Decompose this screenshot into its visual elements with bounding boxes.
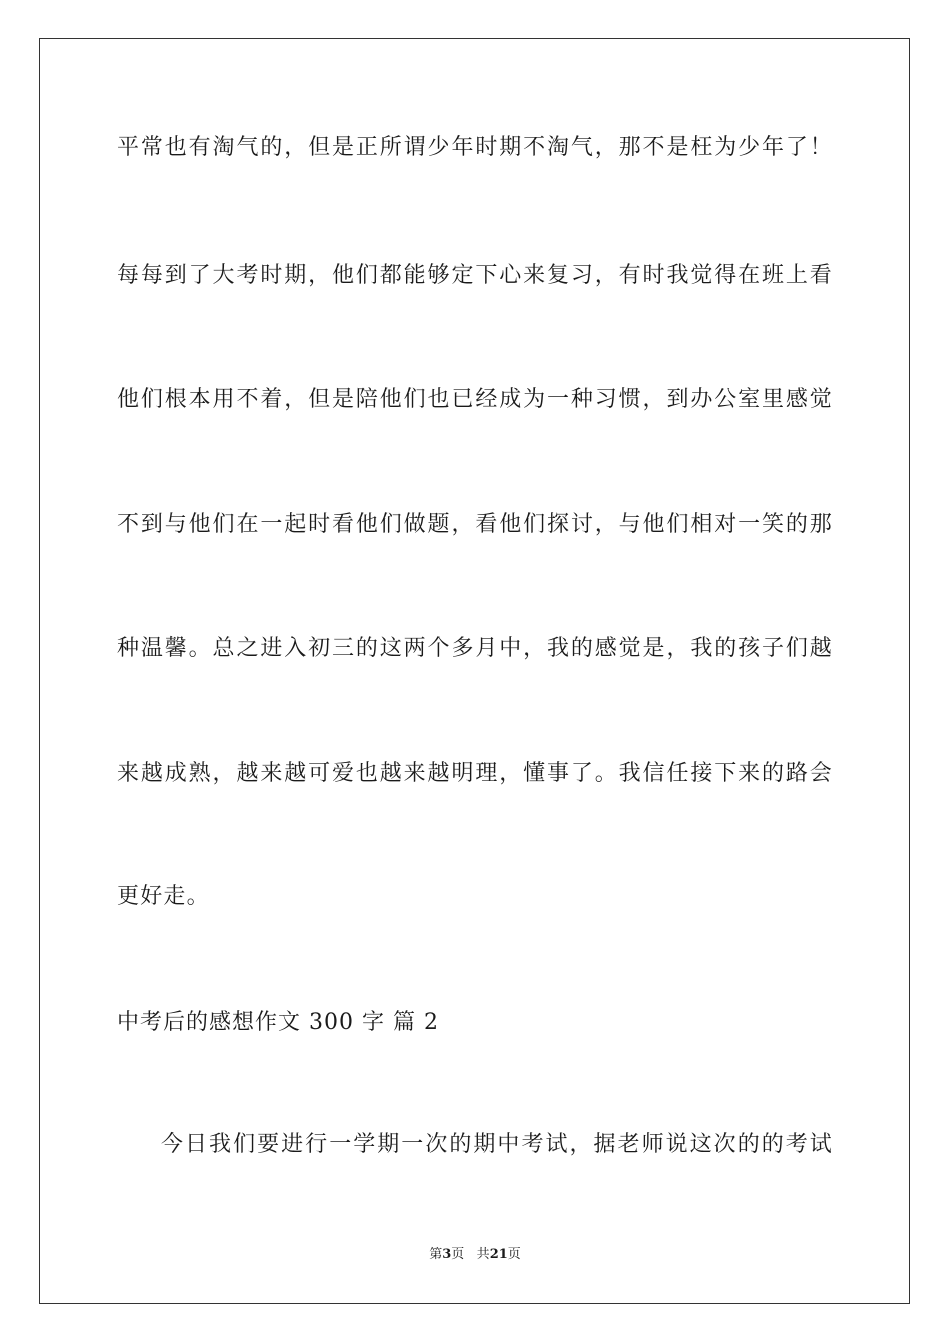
body-text-line-3: 他们根本用不着，但是陪他们也已经成为一种习惯，到办公室里感觉 (117, 387, 833, 412)
body-text-line-7: 更好走。 (117, 884, 210, 909)
page-number: 3 (442, 1247, 452, 1262)
section-heading: 中考后的感想作文 300 字 篇 2 (117, 1010, 439, 1035)
page-suffix: 页 (451, 1247, 465, 1262)
body-text-line-2: 每每到了大考时期，他们都能够定下心来复习，有时我觉得在班上看 (117, 263, 833, 288)
page-footer (0, 1246, 950, 1264)
body-text-line-1: 平常也有淘气的，但是正所谓少年时期不淘气，那不是枉为少年了！ (117, 135, 833, 160)
paragraph-first-line: 今日我们要进行一学期一次的期中考试，据老师说这次的的考试 (161, 1132, 833, 1157)
page-prefix: 第 (429, 1247, 443, 1262)
body-text-line-4: 不到与他们在一起时看他们做题，看他们探讨，与他们相对一笑的那 (117, 512, 833, 537)
total-prefix: 共 (476, 1247, 490, 1262)
total-suffix: 页 (507, 1247, 521, 1262)
body-text-line-6: 来越成熟，越来越可爱也越来越明理，懂事了。我信任接下来的路会 (117, 761, 833, 786)
body-text-line-5: 种温馨。总之进入初三的这两个多月中，我的感觉是，我的孩子们越 (117, 636, 833, 661)
total-pages: 21 (489, 1247, 508, 1262)
page-border (39, 38, 910, 1304)
